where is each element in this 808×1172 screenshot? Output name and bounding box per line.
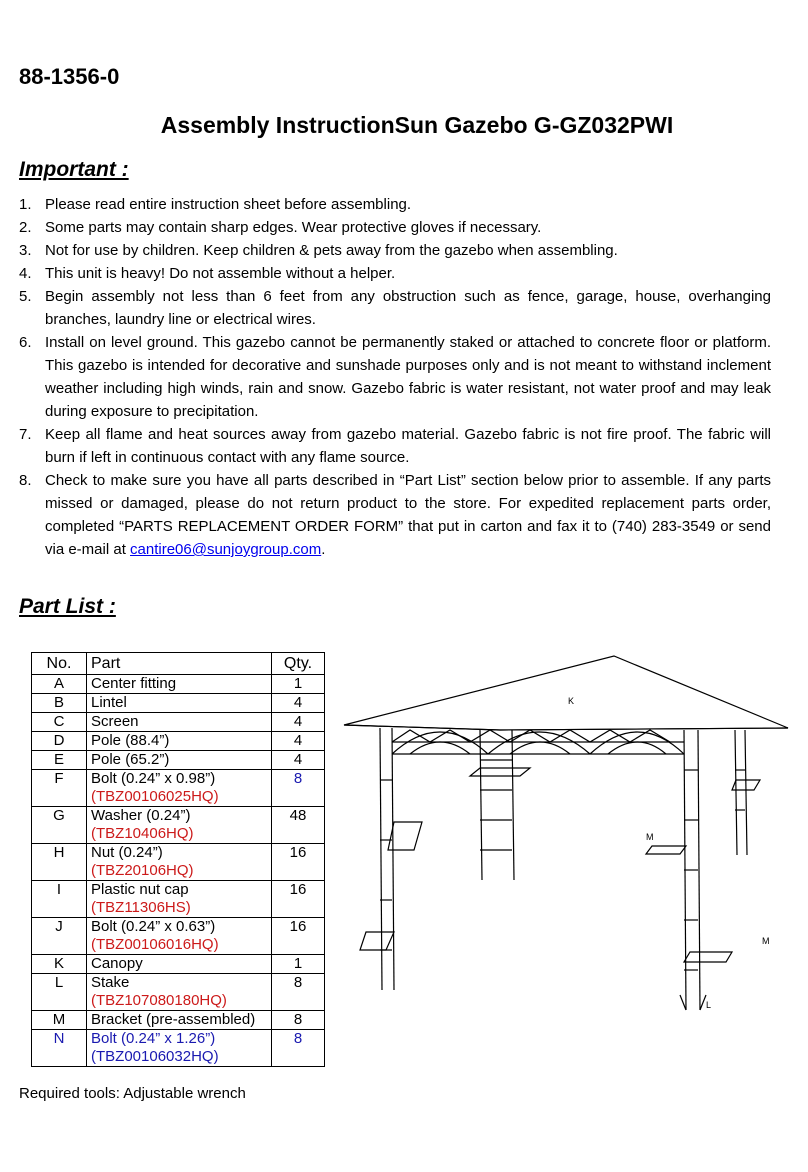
list-item [19, 285, 771, 331]
part-no: C [32, 713, 87, 732]
part-name-cell [87, 974, 272, 1011]
table-row [32, 732, 325, 751]
part-qty: 8 [272, 1011, 325, 1030]
item-number: 4. [19, 265, 32, 282]
document-id: 88-1356-0 [19, 64, 120, 89]
part-name-cell [87, 844, 272, 881]
part-name: Pole (65.2”) [91, 751, 170, 768]
part-name: Bolt (0.24” x 1.26”) [91, 1030, 216, 1047]
list-item [19, 331, 771, 423]
part-qty: 4 [272, 713, 325, 732]
list-item [19, 469, 771, 561]
part-name: Pole (88.4”) [91, 732, 170, 749]
arch-left [392, 732, 488, 754]
parts-table-body [32, 675, 325, 1067]
table-row [32, 751, 325, 770]
required-tools: Required tools: Adjustable wrench [19, 1085, 246, 1102]
table-row [32, 974, 325, 1011]
bracket-shelf [684, 952, 732, 962]
arch-right [590, 732, 684, 754]
item-text: This unit is heavy! Do not assemble without a helper. [45, 265, 396, 282]
item-number: 2. [19, 219, 32, 236]
part-list-heading: Part List : [19, 595, 116, 618]
part-qty: 48 [272, 807, 325, 844]
column-header-no: No. [32, 653, 87, 675]
part-no: M [32, 1011, 87, 1030]
gazebo-frame [344, 656, 788, 1010]
item-number: 5. [19, 288, 32, 305]
item-number: 6. [19, 334, 32, 351]
part-name-cell [87, 881, 272, 918]
item-text: Keep all flame and heat sources away from gazebo material. Gazebo fabric is not fire proof. The fabric will burn if left in continuous contact with any flame source. [45, 426, 771, 466]
part-no: J [32, 918, 87, 955]
list-item [19, 262, 771, 285]
part-name: Center fitting [91, 675, 177, 692]
part-no: I [32, 881, 87, 918]
page-title: Assembly InstructionSun Gazebo G-GZ032PWI [160, 112, 674, 138]
item-number: 7. [19, 426, 32, 443]
part-name: Plastic nut cap [91, 881, 189, 898]
table-row [32, 675, 325, 694]
part-name-cell [87, 955, 272, 974]
part-no: E [32, 751, 87, 770]
item-number: 8. [19, 472, 32, 489]
item-number: 3. [19, 242, 32, 259]
item-text: Begin assembly not less than 6 feet from any obstruction such as fence, garage, house, overhanging branches, laundry line or electrical wires. [45, 288, 771, 328]
part-name: Lintel [91, 694, 127, 711]
list-item [19, 239, 771, 262]
part-name: Bolt (0.24” x 0.63”) [91, 918, 216, 935]
part-qty: 16 [272, 918, 325, 955]
part-qty: 4 [272, 732, 325, 751]
part-qty: 16 [272, 844, 325, 881]
part-no: K [32, 955, 87, 974]
list-item [19, 193, 771, 216]
item-text: Install on level ground. This gazebo cannot be permanently staked or attached to concrete floor or platform. This gazebo is intended for decorative and sunshade purposes only and is not meant to withstand inclement weather including high winds, rain and snow. Gazebo fabric is water resistant, not water proof and may leak during exposure to precipitation. [45, 334, 771, 420]
part-qty: 4 [272, 694, 325, 713]
label-bracket-left: M [646, 832, 654, 842]
email-link[interactable]: cantire06@sunjoygroup.com [130, 541, 322, 558]
part-code: (TBZ20106HQ) [91, 862, 194, 879]
bracket-shelf [470, 768, 530, 776]
table-row [32, 1030, 325, 1067]
part-no: D [32, 732, 87, 751]
part-no: N [32, 1030, 87, 1067]
part-qty: 8 [272, 974, 325, 1011]
part-name-cell [87, 713, 272, 732]
item-text: Some parts may contain sharp edges. Wear protective gloves if necessary. [45, 219, 542, 236]
label-bracket-right: M [762, 936, 770, 946]
part-no: G [32, 807, 87, 844]
important-heading: Important : [19, 158, 129, 181]
part-no: A [32, 675, 87, 694]
part-name: Washer (0.24”) [91, 807, 191, 824]
item-number: 1. [19, 196, 32, 213]
bracket-shelf [646, 846, 686, 854]
table-row [32, 918, 325, 955]
label-stake: L [706, 1000, 712, 1010]
part-code: (TBZ11306HS) [91, 899, 191, 916]
column-header-part: Part [87, 653, 272, 675]
important-list [19, 193, 771, 561]
gazebo-illustration [340, 650, 792, 1020]
part-qty: 16 [272, 881, 325, 918]
table-row [32, 770, 325, 807]
parts-table [31, 652, 325, 1067]
part-name: Nut (0.24”) [91, 844, 163, 861]
part-qty: 8 [272, 1030, 325, 1067]
canopy-roof [344, 656, 788, 730]
part-qty: 8 [272, 770, 325, 807]
part-code: (TBZ00106025HQ) [91, 788, 219, 805]
part-name-cell [87, 807, 272, 844]
part-name-cell [87, 694, 272, 713]
table-row [32, 807, 325, 844]
part-no: B [32, 694, 87, 713]
part-code: (TBZ00106016HQ) [91, 936, 219, 953]
part-qty: 1 [272, 675, 325, 694]
part-name-cell [87, 732, 272, 751]
table-row [32, 844, 325, 881]
table-row [32, 1011, 325, 1030]
item-text: Not for use by children. Keep children & pets away from the gazebo when assembling. [45, 242, 618, 259]
bracket-shelf [360, 932, 394, 950]
part-name-cell [87, 918, 272, 955]
item-text: Check to make sure you have all parts described in “Part List” section below prior to assemble. If any parts missed or damaged, please do not return product to the store. For expedited replacement parts order, completed “PARTS REPLACEMENT ORDER FORM” that put in carton and fax it to (740) 283-3549 or send via e-mail at [45, 472, 771, 558]
table-row [32, 713, 325, 732]
part-name: Screen [91, 713, 139, 730]
part-name-cell [87, 770, 272, 807]
part-no: H [32, 844, 87, 881]
part-qty: 1 [272, 955, 325, 974]
part-name-cell [87, 751, 272, 770]
item-text: Please read entire instruction sheet before assembling. [45, 196, 412, 213]
item-text-end: . [321, 541, 326, 558]
part-no: L [32, 974, 87, 1011]
part-no: F [32, 770, 87, 807]
table-row [32, 955, 325, 974]
part-code: (TBZ10406HQ) [91, 825, 194, 842]
part-name: Bolt (0.24” x 0.98”) [91, 770, 216, 787]
table-header-row [32, 653, 325, 675]
list-item [19, 216, 771, 239]
part-code: (TBZ00106032HQ) [91, 1048, 219, 1065]
column-header-qty: Qty. [272, 653, 325, 675]
label-canopy: K [568, 696, 575, 706]
part-name-cell [87, 1011, 272, 1030]
part-name: Canopy [91, 955, 143, 972]
part-name-cell [87, 1030, 272, 1067]
part-name-cell [87, 675, 272, 694]
part-name: Bracket (pre-assembled) [91, 1011, 256, 1028]
part-name: Stake [91, 974, 130, 991]
part-code: (TBZ107080180HQ) [91, 992, 227, 1009]
table-row [32, 694, 325, 713]
part-qty: 4 [272, 751, 325, 770]
list-item [19, 423, 771, 469]
table-row [32, 881, 325, 918]
